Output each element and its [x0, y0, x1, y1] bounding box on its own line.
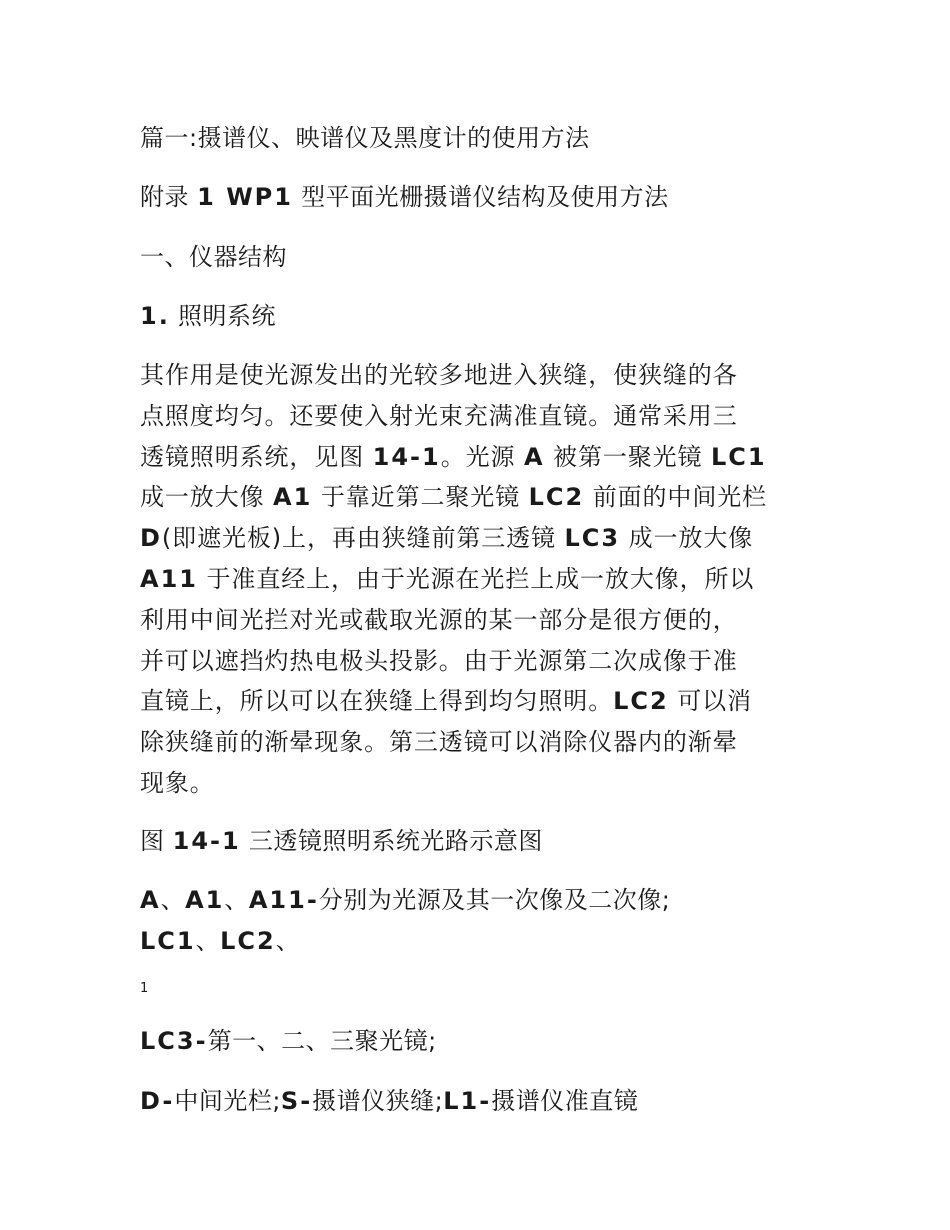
paragraph-row: 点照度均匀。还要使入射光束充满准直镜。通常采用三 [140, 401, 738, 430]
figure-legend-line: LC1、LC2、 [140, 927, 301, 955]
document-title: 篇一:摄谱仪、映谱仪及黑度计的使用方法 [140, 124, 590, 152]
paragraph-row: 透镜照明系统，见图 14-1。光源 A 被第一聚光镜 LC1 [140, 442, 767, 471]
paragraph-row: 利用中间光拦对光或截取光源的某一部分是很方便的， [140, 605, 738, 634]
section-heading: 一、仪器结构 [140, 243, 287, 271]
figure-legend-line: D-中间光栏;S-摄谱仪狭缝;L1-摄谱仪准直镜 [140, 1087, 639, 1115]
paragraph-row: 成一放大像 A1 于靠近第二聚光镜 LC2 前面的中间光栏 [140, 483, 768, 512]
figure-legend-line: A、A1、A11-分别为光源及其一次像及二次像; [140, 886, 671, 914]
paragraph-row: 直镜上，所以可以在狭缝上得到均匀照明。LC2 可以消 [140, 687, 752, 716]
paragraph-row: 其作用是使光源发出的光较多地进入狭缝，使狭缝的各 [140, 361, 738, 389]
appendix-heading: 附录 1 WP1 型平面光栅摄谱仪结构及使用方法 [140, 183, 669, 211]
paragraph-row: D(即遮光板)上，再由狭缝前第三透镜 LC3 成一放大像 [140, 524, 754, 553]
body-paragraph [140, 355, 800, 804]
paragraph-row: 除狭缝前的渐晕现象。第三透镜可以消除仪器内的渐晕 [140, 728, 738, 757]
paragraph-row: 并可以遮挡灼热电极头投影。由于光源第二次成像于准 [140, 646, 738, 675]
paragraph-row: 现象。 [140, 768, 215, 797]
figure-legend-line: LC3-第一、二、三聚光镜; [140, 1027, 437, 1055]
paragraph-row: A11 于准直经上，由于光源在光拦上成一放大像，所以 [140, 564, 755, 593]
figure-caption: 图 14-1 三透镜照明系统光路示意图 [140, 827, 543, 855]
subsection-heading: 1. 照明系统 [140, 302, 276, 330]
page-number: 1 [140, 981, 149, 996]
